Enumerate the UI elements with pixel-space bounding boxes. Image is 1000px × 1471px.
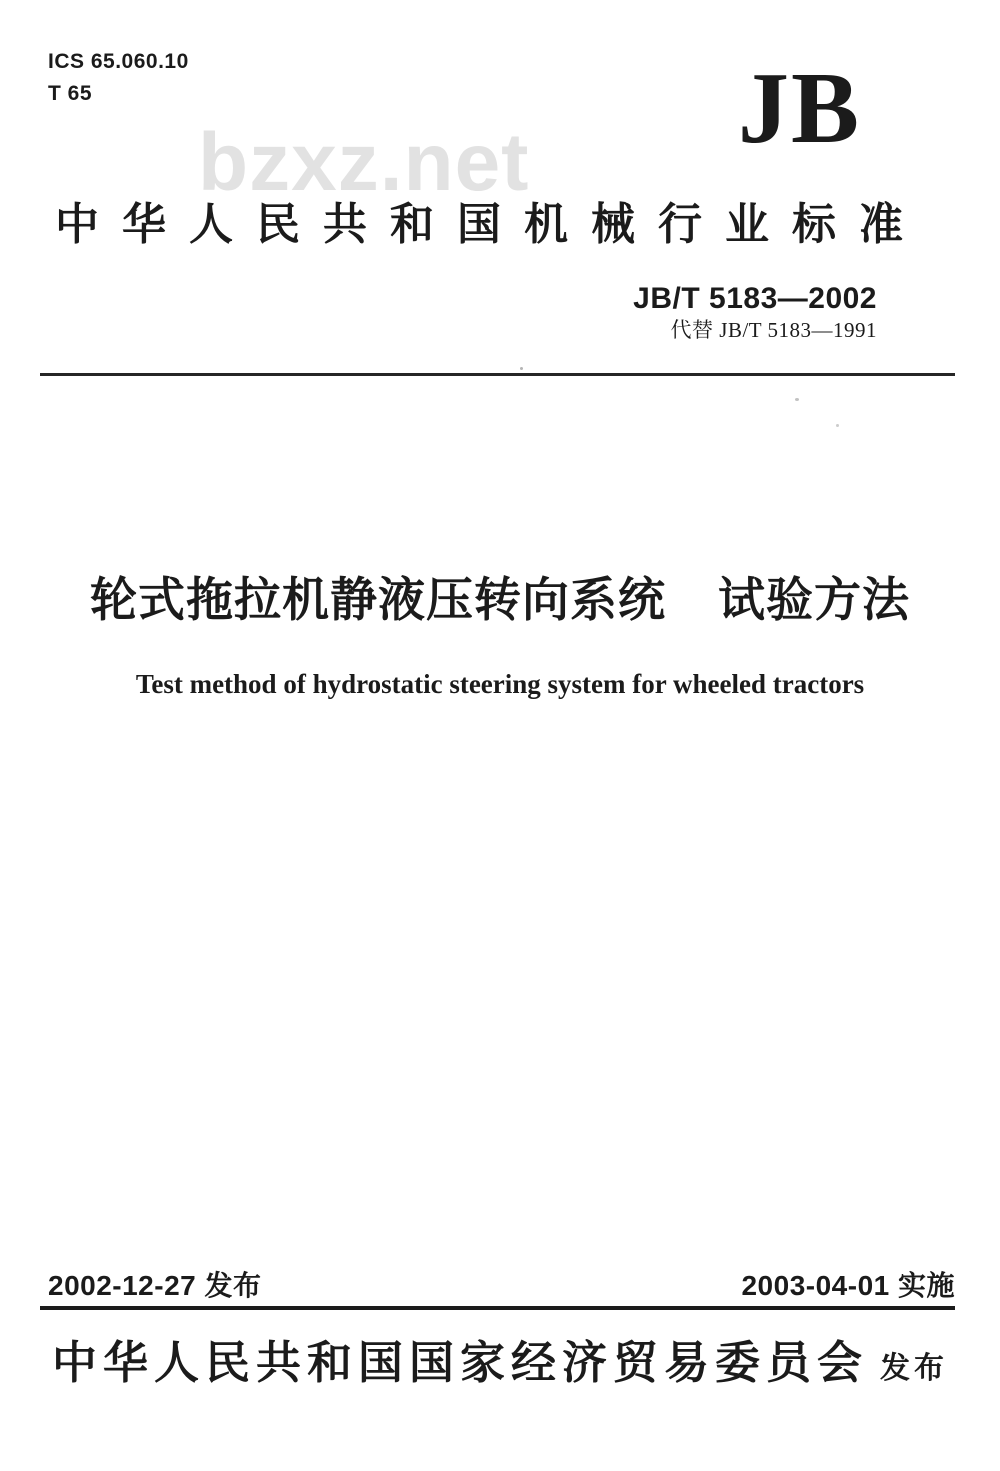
ics-block bbox=[48, 46, 189, 110]
title-zh-part1: 轮式拖拉机静液压转向系统 bbox=[90, 573, 666, 626]
standard-number: JB/T 5183—2002 bbox=[633, 282, 877, 315]
document-title-zh bbox=[0, 573, 1000, 626]
standard-number-block bbox=[633, 284, 877, 341]
classification-code: T 65 bbox=[48, 82, 93, 105]
ics-code: ICS 65.060.10 bbox=[48, 50, 189, 73]
implementation-date: 2003-04-01 实施 bbox=[741, 1270, 955, 1301]
issuer-action: 发布 bbox=[880, 1352, 948, 1385]
title-zh-part2: 试验方法 bbox=[718, 573, 910, 626]
jb-logo: JB bbox=[738, 52, 862, 165]
scan-speck bbox=[520, 367, 523, 370]
document-title-en: Test method of hydrostatic steering system for wheeled tractors bbox=[135, 669, 865, 699]
issue-date: 2002-12-27 发布 bbox=[48, 1270, 262, 1301]
footer-divider bbox=[40, 1306, 955, 1310]
replaced-standard-note: 代替 JB/T 5183—1991 bbox=[670, 318, 877, 342]
watermark: bzxz.net bbox=[198, 117, 530, 208]
dates-row bbox=[48, 1272, 955, 1300]
issuer-name: 中华人民共和国国家经济贸易委员会 bbox=[51, 1337, 868, 1388]
issuer-row bbox=[0, 1337, 1000, 1388]
header-divider bbox=[40, 373, 955, 376]
standard-type-title: 中华人民共和国机械行业标准 bbox=[55, 200, 926, 249]
scan-speck bbox=[795, 398, 799, 401]
scan-speck bbox=[836, 424, 839, 427]
